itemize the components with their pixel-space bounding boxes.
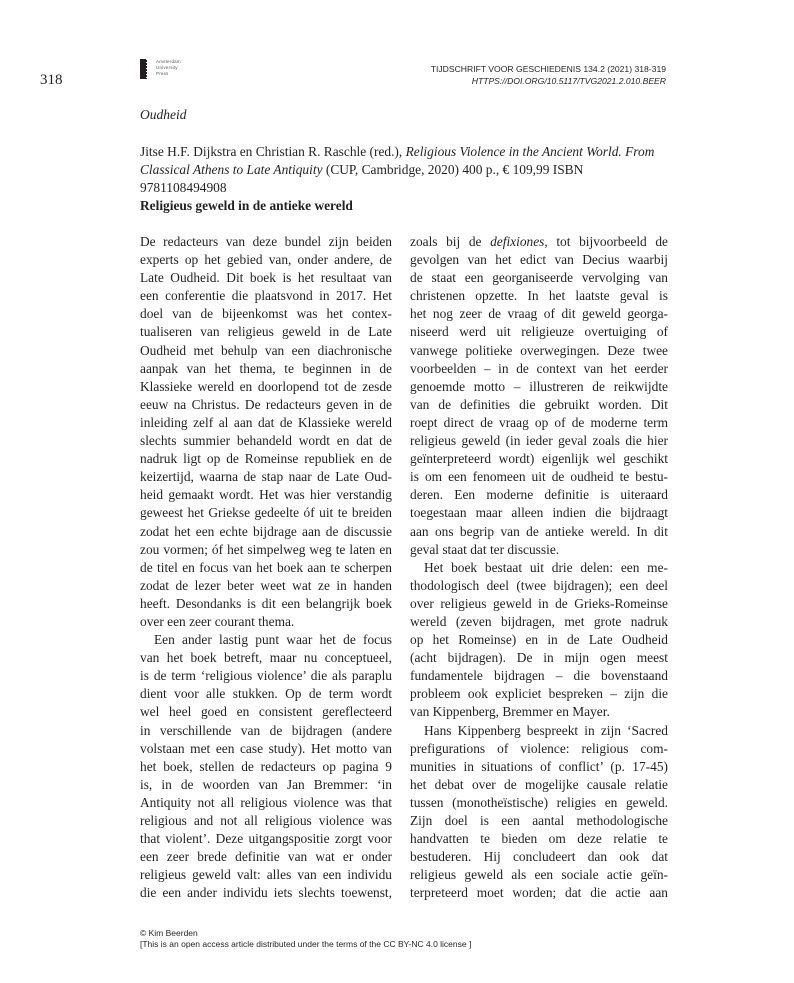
text-line: munities in situations of conflict’ (p. 17-45): [410, 758, 668, 774]
text-line: dient voor alle stukken. Op de term wordt: [140, 686, 392, 702]
text-line: that violent’. Deze uitgangspositie zorgt voor: [140, 831, 392, 847]
text-line: heid gemaakt wordt. Het was hier verstandig: [140, 487, 392, 503]
text-line: christenen opzette. In het laatste geval is: [410, 288, 668, 304]
text-line: van Kippenberg, Bremmer en Mayer.: [410, 704, 610, 720]
text-line: de staat een georganiseerde vervolging van: [410, 270, 668, 286]
text-line: keizertijd, waarna de stap naar de Late Oud-: [140, 469, 392, 485]
text-line: geweest het Griekse gedeelte óf uit te breiden: [140, 505, 392, 521]
text-line: vanwege politieke overwegingen. Deze twee: [410, 342, 668, 358]
text-line: Hans Kippenberg bespreekt in zijn ‘Sacred: [424, 722, 668, 738]
text-line: het nog zeer de vraag of dit geweld georga-: [410, 306, 668, 322]
journal-title: TIJDSCHRIFT VOOR GESCHIEDENIS 134.2 (2021) 318-319: [430, 64, 666, 74]
text-line: doel van de bijeenkomst was het contex-: [140, 306, 392, 322]
license-notice: [This is an open access article distributed under the terms of the CC BY-NC 4.0 license ]: [140, 939, 472, 949]
text-line: thodologisch deel (twee bijdragen); een deel: [410, 577, 668, 593]
text-line: toegestaan maar alleen indien die bijdraagt: [410, 505, 668, 521]
logo-line: Amsterdam: [156, 59, 181, 64]
text-line: (acht bijdragen). De in mijn ogen meest: [410, 650, 668, 666]
text-line: inleiding zelf al aan dat de Klassieke wereld: [140, 414, 392, 430]
text-line: over religieus geweld in de Grieks-Romeinse: [410, 595, 668, 611]
text-line: Klassieke wereld en doorlopend tot de zesde: [140, 378, 392, 394]
text-line: niseerd werd uit religieuze overtuiging of: [410, 324, 668, 340]
text-segment: zoals bij de: [410, 234, 491, 249]
text-line: voorbeelden – in de context van het eerder: [410, 360, 668, 376]
text-line: heeft. Desondanks is dit een belangrijk boek: [140, 595, 392, 611]
text-line: zodat het een echte bijdrage aan de discussie: [140, 523, 392, 539]
text-line: genoemde motto – illustreren de reikwijdte: [410, 378, 668, 394]
citation-book-title: Religious Violence in the Ancient World. From Classical Athens to Late Antiquity: [140, 144, 655, 177]
logo-line: University: [156, 65, 178, 70]
footer: [140, 928, 471, 950]
text-line: slechts summier behandeld wordt en dat de: [140, 433, 392, 449]
text-line: deren. Een moderne definitie is uiteraard: [410, 487, 668, 503]
text-line: Zijn doel is een aantal methodologische: [410, 813, 668, 828]
text-line: een conferentie die plaatsvond in 2017. Het: [140, 288, 392, 304]
text-line: religious and not all religious violence was: [140, 813, 392, 828]
text-line: geval staat dat ter discussie.: [410, 541, 560, 557]
text-line: wel heel goed en consistent gereflecteerd: [140, 704, 392, 720]
text-line: over een zeer courant thema.: [140, 613, 295, 629]
text-line: handvatten te bieden om deze relatie te: [410, 831, 668, 847]
publisher-name: [156, 59, 181, 77]
text-line: [410, 233, 668, 251]
citation-details: (CUP, Cambridge, 2020) 400 p., € 109,99 ISBN 9781108494908: [140, 162, 584, 195]
copyright-notice: © Kim Beerden: [140, 928, 198, 938]
text-line: de titel en focus van het boek aan te scherpen: [140, 559, 392, 575]
text-line: is om een fenomeen uit de oudheid te bestu-: [410, 469, 668, 485]
text-line: Antiquity not all religious violence was that: [140, 794, 392, 810]
text-line: Het boek bestaat uit drie delen: een me-: [424, 559, 668, 575]
text-line: Late Oudheid. Dit boek is het resultaat van: [140, 270, 392, 286]
text-line: fundamentele bijdragen – die bovenstaand: [410, 668, 668, 684]
text-line: geïnterpreteerd wordt) eigenlijk wel geschikt: [410, 451, 668, 467]
text-line: religieus geweld (in ieder geval zoals die hier: [410, 433, 668, 449]
text-line: religieus geweld als een sociale actie geïn-: [410, 867, 668, 883]
text-line: aan ons begrip van de antieke wereld. In dit: [410, 523, 668, 539]
body-column-left: [140, 233, 392, 902]
body-column-right: [410, 233, 668, 902]
text-line: tussen (monotheïstische) religies en geweld.: [410, 794, 668, 810]
text-line: Een ander lastig punt waar het de focus: [154, 632, 392, 648]
text-line: eeuw na Christus. De redacteurs geven in de: [140, 396, 392, 412]
text-line: religieus geweld valt: alles van een individu: [140, 867, 392, 883]
aup-logo-icon: [140, 59, 147, 79]
text-line: probleem ook expliciet bespreken – zijn die: [410, 686, 668, 702]
text-line: aanpak van het thema, te beginnen in de: [140, 360, 392, 376]
citation-authors: Jitse H.F. Dijkstra en Christian R. Raschle (red.),: [140, 144, 406, 159]
review-title: Religieus geweld in de antieke wereld: [140, 198, 353, 213]
text-line: bestuderen. Hij concludeert dan ook dat: [410, 849, 668, 865]
journal-header: [431, 63, 666, 87]
text-line: een zeer brede definitie van wat er onder: [140, 849, 392, 865]
text-line: terpreteerd moet worden; dat die actie aan: [410, 885, 668, 901]
text-segment: , tot bijvoorbeeld de: [544, 234, 668, 249]
text-line: experts op het gebied van, onder andere, de: [140, 252, 392, 268]
text-line: wereld (zeven bijdragen, met grote nadruk: [410, 613, 668, 629]
book-citation: [140, 143, 670, 197]
text-line: in verschillende van de bijdragen (andere: [140, 722, 392, 738]
doi-link[interactable]: HTTPS://DOI.ORG/10.5117/TVG2021.2.010.BEER: [471, 76, 666, 86]
logo-line: Press: [156, 71, 169, 76]
page-number: 318: [40, 72, 63, 88]
text-line: op het Romeinse) en in de Late Oudheid: [410, 632, 668, 648]
publisher-logo: [140, 59, 181, 79]
italic-term: defixiones: [490, 234, 545, 249]
text-line: tualiseren van religieus geweld in de Late: [140, 324, 392, 340]
text-line: gevolgen van het edict van Decius waarbij: [410, 252, 668, 268]
text-line: is, in de woorden van Jan Bremmer: ‘in: [140, 776, 392, 792]
text-line: van het boek betreft, maar nu conceptueel,: [140, 650, 392, 666]
text-line: De redacteurs van deze bundel zijn beiden: [140, 234, 392, 249]
text-line: van de definities die gebruikt worden. Dit: [410, 396, 668, 412]
text-line: het debat over de mogelijke causale relatie: [410, 776, 668, 792]
text-line: is de term ‘religious violence’ die als paraplu: [140, 668, 392, 684]
text-line: het boek, stellen de redacteurs op pagina 9: [140, 758, 392, 774]
section-label: Oudheid: [140, 107, 187, 122]
text-line: die een ander individu iets slechts toewenst,: [140, 885, 392, 901]
text-line: prefigurations of violence: religious com-: [410, 740, 668, 756]
text-line: zou vormen; óf het simpelweg weg te laten en: [140, 541, 392, 557]
text-line: nadruk ligt op de Romeinse republiek en de: [140, 451, 392, 467]
text-line: Oudheid met behulp van een diachronische: [140, 342, 392, 358]
text-line: roept direct de vraag op of de moderne term: [410, 414, 668, 430]
text-line: volstaan met een case study). Het motto van: [140, 740, 392, 756]
text-line: zodat de lezer beter weet wat ze in handen: [140, 577, 392, 593]
